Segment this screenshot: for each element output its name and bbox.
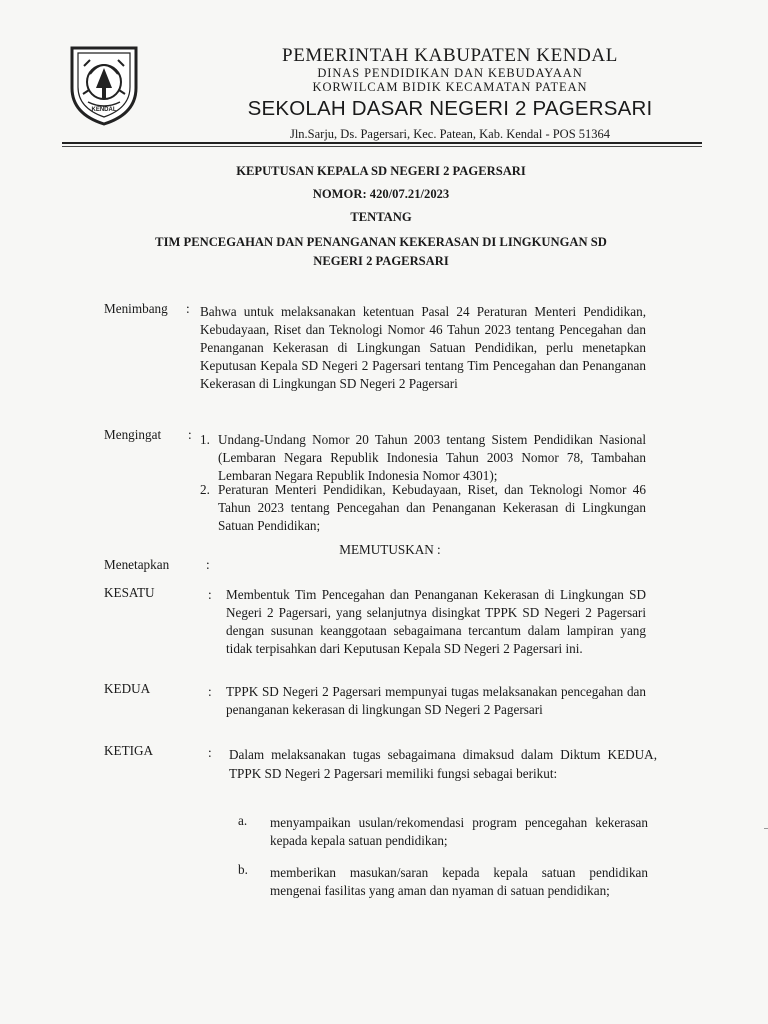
decree-about: TENTANG [350, 210, 412, 224]
ketiga-item-b-letter: b. [238, 862, 248, 877]
ketiga-text: Dalam melaksanakan tugas sebagaimana dimaksud dalam Diktum KEDUA, TPPK SD Negeri 2 Pagersari memiliki fungsi sebagai berikut: [229, 747, 657, 781]
kesatu-label: KESATU [104, 585, 155, 600]
letterhead-rule-thick [62, 142, 702, 144]
menetapkan-label: Menetapkan [104, 557, 170, 572]
kedua-colon: : [208, 684, 212, 699]
memutuskan-heading: MEMUTUSKAN : [339, 542, 441, 557]
letterhead-agency: DINAS PENDIDIKAN DAN KEBUDAYAAN [317, 66, 583, 80]
letterhead-government: PEMERINTAH KABUPATEN KENDAL [282, 45, 618, 66]
scan-speck [764, 828, 768, 829]
kendal-regency-crest-logo [66, 44, 142, 126]
mengingat-item-1-text: Undang-Undang Nomor 20 Tahun 2003 tentang Sistem Pendidikan Nasional (Lembaran Negara Republik Indonesia Tahun 2003 Nomor 78, Tambahan Lembaran Negara Republik Indonesia Nomor 4301); [218, 432, 646, 483]
menetapkan-colon: : [206, 557, 210, 572]
logo-text: KENDAL [91, 107, 117, 113]
decree-number: NOMOR: 420/07.21/2023 [312, 187, 450, 201]
decree-subject-line1: TIM PENCEGAHAN DAN PENANGANAN KEKERASAN DI LINGKUNGAN SD [155, 235, 607, 249]
letterhead-school-name: SEKOLAH DASAR NEGERI 2 PAGERSARI [247, 97, 653, 120]
mengingat-label: Mengingat [104, 427, 162, 442]
ketiga-item-a-letter: a. [238, 813, 248, 828]
letterhead-rule-thin [62, 146, 702, 147]
mengingat-item-2-number: 2. [200, 482, 210, 497]
ketiga-colon: : [208, 745, 212, 760]
menimbang-text: Bahwa untuk melaksanakan ketentuan Pasal 24 Peraturan Menteri Pendidikan, Kebudayaan, Riset dan Teknologi Nomor 46 Tahun 2023 tentang Pencegahan dan Penanganan Kekerasan di Lingkungan Satuan Pendidikan, perlu menetapkan Keputusan Kepala SD Negeri 2 Pagersari tentang Tim Pencegahan dan Penanganan Kekerasan di Lingkungan SD Negeri 2 Pagersari [200, 304, 646, 391]
menimbang-label: Menimbang [104, 301, 168, 316]
decree-title: KEPUTUSAN KEPALA SD NEGERI 2 PAGERSARI [236, 164, 526, 178]
kesatu-colon: : [208, 587, 212, 602]
ketiga-item-b-text: memberikan masukan/saran kepada kepala satuan pendidikan mengenai fasilitas yang aman dan nyaman di satuan pendidikan; [270, 865, 648, 898]
mengingat-colon: : [188, 427, 192, 442]
letterhead-korwilcam: KORWILCAM BIDIK KECAMATAN PATEAN [312, 80, 588, 94]
letterhead [200, 46, 700, 143]
mengingat-item-2-text: Peraturan Menteri Pendidikan, Kebudayaan, Riset, dan Teknologi Nomor 46 Tahun 2023 tentang Pencegahan dan Penanganan Kekerasan di Lingkungan Satuan Pendidikan; [218, 482, 646, 533]
ketiga-label: KETIGA [104, 743, 154, 758]
kedua-text: TPPK SD Negeri 2 Pagersari mempunyai tugas melaksanakan pencegahan dan penanganan kekerasan di lingkungan SD Negeri 2 Pagersari [226, 684, 646, 717]
kesatu-text: Membentuk Tim Pencegahan dan Penanganan Kekerasan di Lingkungan SD Negeri 2 Pagersari, yang selanjutnya disingkat TPPK SD Negeri 2 Pagersari dengan susunan keanggotaan sebagaimana tercantum dalam lampiran yang tidak terpisahkan dari Keputusan Kepala SD Negeri 2 Pagersari ini. [226, 587, 646, 656]
letterhead-address: Jln.Sarju, Ds. Pagersari, Kec. Patean, Kab. Kendal - POS 51364 [289, 127, 611, 141]
menimbang-colon: : [186, 301, 190, 316]
kedua-label: KEDUA [104, 681, 151, 696]
decree-subject-line2: NEGERI 2 PAGERSARI [313, 254, 449, 268]
mengingat-item-1-number: 1. [200, 432, 210, 447]
ketiga-item-a-text: menyampaikan usulan/rekomendasi program pencegahan kekerasan kepada kepala satuan pendidikan; [270, 815, 648, 848]
